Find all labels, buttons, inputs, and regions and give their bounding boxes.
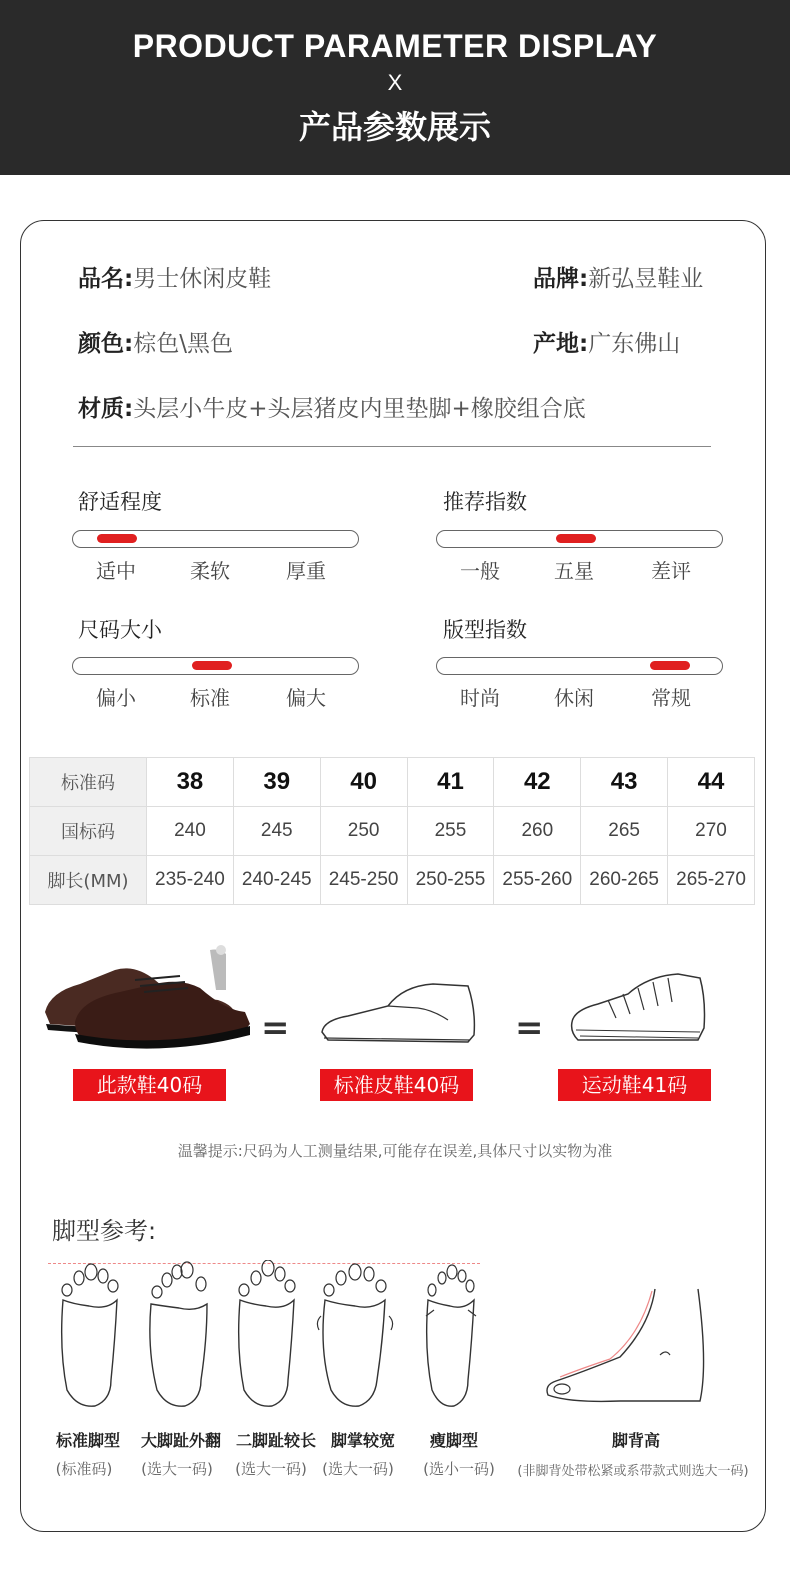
foot-type-note: (非脚背处带松紧或系带款式则选大一码) bbox=[517, 1464, 749, 1479]
foot-type-note: (选大一码) bbox=[141, 1460, 213, 1478]
wide-foot-icon bbox=[315, 1260, 395, 1410]
foot-type-name: 标准脚型 bbox=[55, 1431, 120, 1450]
header-x: X bbox=[387, 70, 403, 95]
rating-label: 柔软 bbox=[190, 559, 230, 583]
divider bbox=[73, 446, 711, 447]
rating-label: 厚重 bbox=[286, 559, 326, 583]
foot-type-name: 脚背高 bbox=[611, 1431, 660, 1450]
size-table bbox=[29, 757, 755, 905]
table-cell: 265-270 bbox=[668, 856, 755, 905]
rating-label: 标准 bbox=[190, 686, 230, 710]
color-row bbox=[78, 325, 233, 358]
product-name-row bbox=[78, 260, 271, 293]
rating-marker-fit bbox=[650, 661, 690, 670]
foot-type-name: 二脚趾较长 bbox=[235, 1431, 316, 1450]
material-row bbox=[78, 390, 586, 423]
table-row-header: 标准码 bbox=[30, 758, 147, 807]
rating-label: 常规 bbox=[651, 686, 691, 710]
rating-label: 适中 bbox=[96, 559, 136, 583]
rating-marker-size bbox=[192, 661, 232, 670]
equals-sign: = bbox=[515, 1008, 544, 1048]
table-cell: 38 bbox=[147, 758, 234, 807]
bunion-foot-icon bbox=[145, 1260, 215, 1410]
product-name-value: 男士休闲皮鞋 bbox=[133, 266, 272, 292]
rating-label: 偏小 bbox=[96, 686, 136, 710]
origin-value: 广东佛山 bbox=[588, 331, 681, 357]
brand-row bbox=[533, 260, 703, 293]
rating-label: 一般 bbox=[460, 559, 500, 583]
table-row bbox=[30, 807, 755, 856]
sports-shoe-image bbox=[568, 970, 708, 1050]
narrow-foot-icon bbox=[416, 1260, 486, 1410]
table-cell: 41 bbox=[407, 758, 494, 807]
header-title-cn: 产品参数展示 bbox=[298, 108, 491, 146]
long-second-toe-foot-icon bbox=[232, 1260, 302, 1410]
rating-title-recommend: 推荐指数 bbox=[443, 490, 527, 514]
rating-label: 差评 bbox=[651, 559, 691, 583]
color-label: 颜色: bbox=[78, 331, 134, 357]
origin-row bbox=[533, 325, 680, 358]
rating-track-fit bbox=[436, 657, 723, 675]
comparison-label: 标准皮鞋40码 bbox=[320, 1069, 473, 1101]
comparison-label: 此款鞋40码 bbox=[73, 1069, 226, 1101]
foot-type-note: (选大一码) bbox=[322, 1460, 394, 1478]
equals-sign: = bbox=[261, 1008, 290, 1048]
foot-type-title: 脚型参考: bbox=[52, 1217, 157, 1245]
brand-value: 新弘昱鞋业 bbox=[588, 266, 704, 292]
table-cell: 255-260 bbox=[494, 856, 581, 905]
foot-type-name: 大脚趾外翻 bbox=[140, 1431, 221, 1450]
material-label: 材质: bbox=[78, 396, 134, 422]
rating-label: 休闲 bbox=[554, 686, 594, 710]
standard-shoe-image bbox=[318, 980, 478, 1050]
foot-type-name: 脚掌较宽 bbox=[330, 1431, 395, 1450]
rating-title-comfort: 舒适程度 bbox=[78, 490, 162, 514]
foot-type-note: (选大一码) bbox=[235, 1460, 307, 1478]
rating-label: 偏大 bbox=[286, 686, 326, 710]
rating-track-recommend bbox=[436, 530, 723, 548]
rating-marker-comfort bbox=[97, 534, 137, 543]
table-cell: 240-245 bbox=[233, 856, 320, 905]
product-shoe-image bbox=[40, 940, 255, 1055]
rating-label: 时尚 bbox=[460, 686, 500, 710]
foot-type-note: (标准码) bbox=[55, 1460, 113, 1478]
table-cell: 39 bbox=[233, 758, 320, 807]
color-value: 棕色\黑色 bbox=[133, 331, 233, 357]
table-cell: 42 bbox=[494, 758, 581, 807]
table-cell: 255 bbox=[407, 807, 494, 856]
table-row-header: 国标码 bbox=[30, 807, 147, 856]
comparison-label: 运动鞋41码 bbox=[558, 1069, 711, 1101]
rating-track-size bbox=[72, 657, 359, 675]
table-row-header: 脚长(MM) bbox=[30, 856, 147, 905]
standard-foot-icon bbox=[55, 1260, 125, 1410]
size-tip: 温馨提示:尺码为人工测量结果,可能存在误差,具体尺寸以实物为准 bbox=[177, 1142, 613, 1160]
header-title-en: PRODUCT PARAMETER DISPLAY bbox=[132, 28, 658, 64]
high-instep-foot-icon bbox=[540, 1285, 730, 1410]
rating-label: 五星 bbox=[554, 559, 594, 583]
brand-label: 品牌: bbox=[533, 266, 589, 292]
table-cell: 235-240 bbox=[147, 856, 234, 905]
foot-type-note: (选小一码) bbox=[423, 1460, 495, 1478]
foot-type-name: 瘦脚型 bbox=[429, 1431, 478, 1450]
table-cell: 260-265 bbox=[581, 856, 668, 905]
table-cell: 265 bbox=[581, 807, 668, 856]
table-cell: 245-250 bbox=[320, 856, 407, 905]
rating-title-fit: 版型指数 bbox=[443, 618, 527, 642]
table-row bbox=[30, 758, 755, 807]
material-value: 头层小牛皮+头层猪皮内里垫脚+橡胶组合底 bbox=[133, 396, 586, 422]
rating-marker-recommend bbox=[556, 534, 596, 543]
origin-label: 产地: bbox=[533, 331, 589, 357]
table-cell: 270 bbox=[668, 807, 755, 856]
table-cell: 260 bbox=[494, 807, 581, 856]
table-cell: 40 bbox=[320, 758, 407, 807]
rating-title-size: 尺码大小 bbox=[78, 618, 162, 642]
rating-track-comfort bbox=[72, 530, 359, 548]
page-header bbox=[0, 0, 790, 175]
table-cell: 250 bbox=[320, 807, 407, 856]
table-cell: 44 bbox=[668, 758, 755, 807]
table-cell: 43 bbox=[581, 758, 668, 807]
table-cell: 245 bbox=[233, 807, 320, 856]
table-cell: 250-255 bbox=[407, 856, 494, 905]
product-name-label: 品名: bbox=[78, 266, 134, 292]
table-cell: 240 bbox=[147, 807, 234, 856]
table-row bbox=[30, 856, 755, 905]
